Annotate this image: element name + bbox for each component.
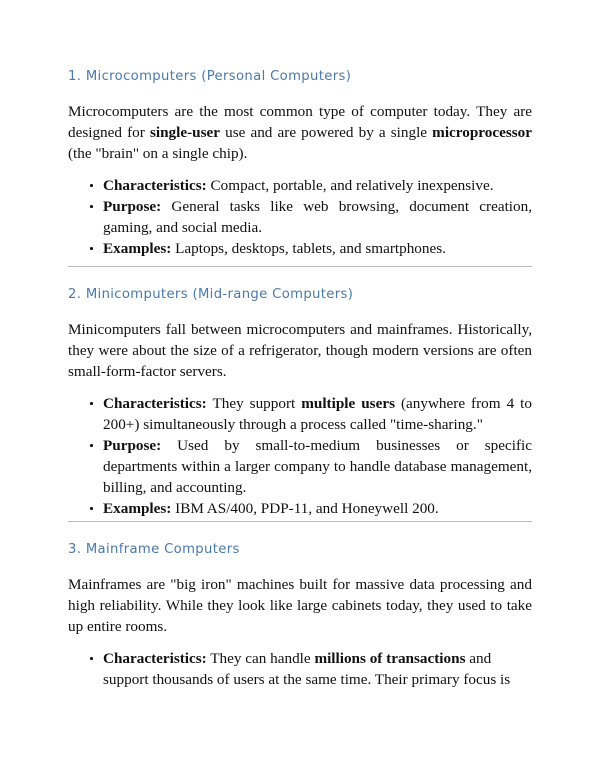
bullet-dot-icon [90,507,93,510]
paragraph-1-run-4: (the "brain" on a single chip). [68,145,248,162]
section-bullet-list-2 [68,393,532,519]
section-divider-1 [68,266,532,267]
bullet-1-0-bold-run-0: Characteristics: [103,177,207,194]
bullet-text [103,395,532,433]
page-bottom-whitespace [0,690,600,776]
bullet-2-2-run-1: IBM AS/400, PDP-11, and Honeywell 200. [171,500,439,517]
paragraph-1-run-0: Microcomputers are the most common type of computer today. They are designed for [68,103,532,141]
bullet-dot-icon [90,402,93,405]
paragraph-1-bold-run-1: single-user [149,124,220,141]
bullet-1-2-bold-run-0: Examples: [103,240,172,257]
section-mainframes [68,541,532,690]
section-bullet-list-1 [68,175,532,259]
bullet-text [103,177,494,194]
bullet-2-0-bold-run-0: Characteristics: [103,395,207,412]
paragraph-3-run-0: Mainframes are "big iron" machines built for massive data processing and high reliability. While they look like large cabinets today, they used to take up entire rooms. [68,576,532,635]
bullet-text [103,650,510,688]
paragraph-1-run-2: use and are powered by a single [219,124,433,141]
bullet-text [103,198,532,236]
bullet-1-1-bold-run-0: Purpose: [103,198,162,215]
bullet-dot-icon [90,184,93,187]
list-item [68,393,532,435]
bullet-text [103,500,439,517]
paragraph-1-bold-run-3: microprocessor [432,124,532,141]
bullet-1-2-run-1: Laptops, desktops, tablets, and smartphones. [171,240,446,257]
section-microcomputers [68,68,532,259]
bullet-1-0-run-1: Compact, portable, and relatively inexpensive. [206,177,494,194]
bullet-3-0-bold-run-0: Characteristics: [103,650,207,667]
section-paragraph-1 [68,101,532,164]
list-item [68,238,532,259]
paragraph-2-run-0: Minicomputers fall between microcomputers and mainframes. Historically, they were about the size of a refrigerator, though modern versions are often small-form-factor servers. [68,321,532,380]
section-heading-3: 3. Mainframe Computers [68,542,240,557]
list-item [68,498,532,519]
list-item [68,175,532,196]
section-divider-2 [68,521,532,522]
list-item [68,648,532,690]
section-minicomputers [68,286,532,519]
bullet-3-0-run-3: and support thousands of users at the same time. Their primary focus is [103,650,511,688]
bullet-dot-icon [90,444,93,447]
bullet-2-2-bold-run-0: Examples: [103,500,172,517]
bullet-3-0-bold-run-2: millions of transactions [314,650,466,667]
bullet-dot-icon [90,247,93,250]
bullet-dot-icon [90,657,93,660]
bullet-2-1-run-1: Used by small-to-medium businesses or specific departments within a larger company to handle database management, billing, and accounting. [103,437,532,496]
bullet-text [103,240,446,257]
section-paragraph-3 [68,574,532,637]
section-heading-2: 2. Minicomputers (Mid-range Computers) [68,287,354,302]
bullet-2-0-bold-run-2: multiple users [301,395,395,412]
section-heading-1: 1. Microcomputers (Personal Computers) [68,69,352,84]
bullet-2-1-bold-run-0: Purpose: [103,437,162,454]
section-bullet-list-3 [68,648,532,690]
bullet-1-1-run-1: General tasks like web browsing, document creation, gaming, and social media. [103,198,532,236]
bullet-2-0-run-1: They support [206,395,302,412]
bullet-2-0-run-3: (anywhere from 4 to 200+) simultaneously through a process called "time-sharing." [103,395,532,433]
bullet-3-0-run-1: They can handle [206,650,315,667]
list-item [68,435,532,498]
bullet-dot-icon [90,205,93,208]
bullet-text [103,437,532,496]
list-item [68,196,532,238]
section-paragraph-2 [68,319,532,382]
